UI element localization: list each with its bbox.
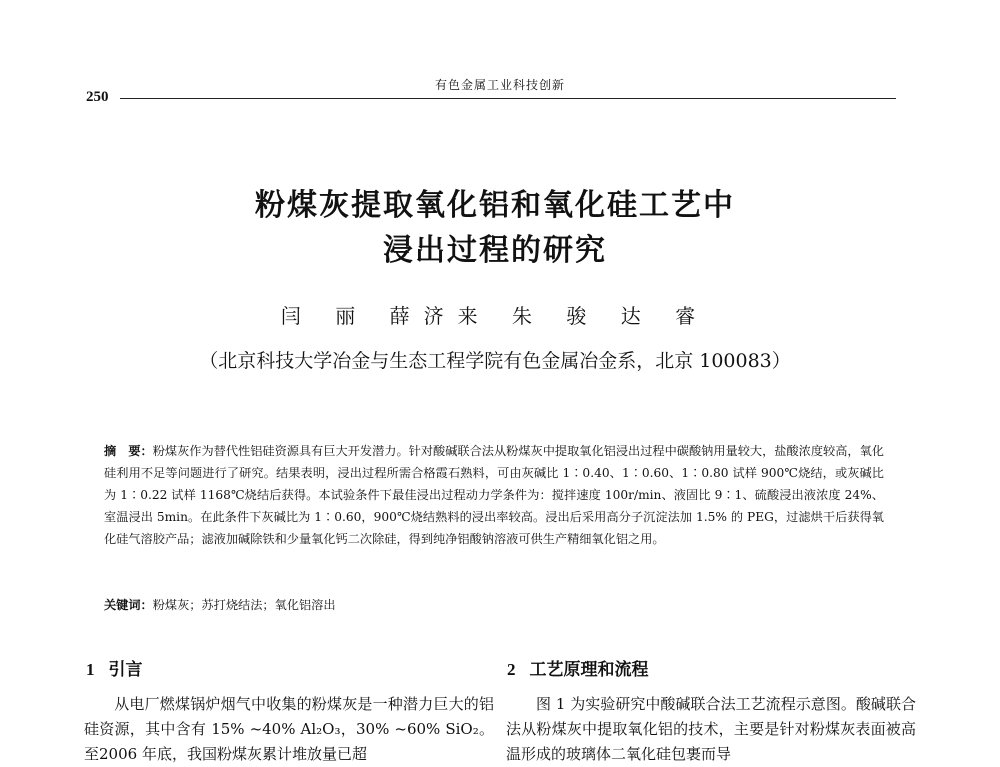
abstract [104,440,884,550]
journal-title: 有色金属工业科技创新 [434,78,565,92]
section-2-text: 图 1 为实验研究中酸碱联合法工艺流程示意图。酸碱联合法从粉煤灰中提取氧化铝的技术，主要是针对粉煤灰表面被高温形成的玻璃体二氧化硅包裹而导 [506,695,916,763]
section-2-title: 工艺原理和流程 [529,660,649,680]
affiliation: （北京科技大学冶金与生态工程学院有色金属冶金系，北京 100083） [199,350,791,372]
abstract-label: 摘 要： [104,444,153,458]
keywords-text: 粉煤灰；苏打烧结法；氧化铝溶出 [152,598,336,612]
keywords [104,594,884,616]
authors: 闫 丽 薛济来 朱 骏 达 睿 [280,304,710,328]
section-1-title: 引言 [108,660,143,680]
title-line-1: 粉煤灰提取氧化铝和氧化硅工艺中 [255,188,735,223]
section-2-heading [507,655,649,680]
keywords-label: 关键词： [104,598,153,612]
abstract-text: 粉煤灰作为替代性铝硅资源具有巨大开发潜力。针对酸碱联合法从粉煤灰中提取氧化铝浸出过程中碳酸钠用量较大，盐酸浓度较高，氧化硅利用不足等问题进行了研究。结果表明，浸出过程所需合格霞石熟料，可由灰碱比 1∶0.40、1∶0.60、1∶0.80 试样 900℃烧结，或灰碱比为 1∶0.22 试样 1168℃烧结后获得。本试验条件下最佳浸出过程动力学条件为：搅拌速度 100r/min、液固比 9∶1、硫酸浸出液浓度 24%、室温浸出 5min。在此条件下灰碱比为 1∶0.60，900℃烧结熟料的浸出率较高。浸出后采用高分子沉淀法加 1.5% 的 PEG，过滤烘干后获得氧化硅气溶胶产品；滤液加碱除铁和少量氧化钙二次除硅，得到纯净铝酸钠溶液可供生产精细氧化铝之用。 [104,444,884,546]
section-1-text: 从电厂燃煤锅炉烟气中收集的粉煤灰是一种潜力巨大的铝硅资源，其中含有 15% ~40% Al₂O₃，30% ~60% SiO₂。至2006 年底，我国粉煤灰累计堆放量已超 [84,695,494,763]
section-1-number: 1 [86,660,95,679]
section-1-heading [86,655,143,680]
section-2-number: 2 [507,660,516,679]
article-title [0,183,990,273]
section-2-body [506,692,916,767]
title-line-2: 浸出过程的研究 [383,233,607,268]
header-rule [120,98,896,99]
page-number: 250 [86,89,109,105]
section-1-body [84,692,494,767]
